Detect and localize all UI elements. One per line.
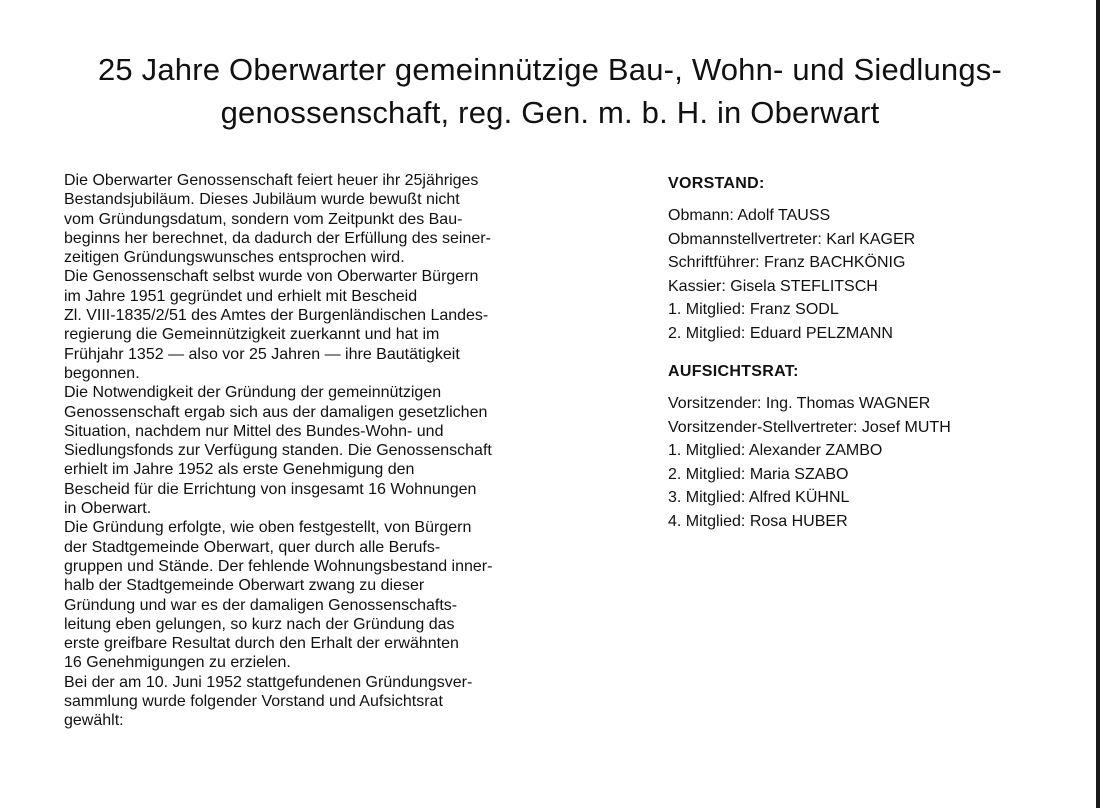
vorstand-member: 2. Mitglied: Eduard PELZMANN bbox=[668, 324, 893, 342]
vorstand-member: 1. Mitglied: Franz SODL bbox=[668, 301, 839, 318]
body-text-line: Die Oberwarter Genossenschaft feiert heuer ihr 25jähriges bbox=[64, 172, 479, 189]
body-text-line: Zl. VIII-1835/2/51 des Amtes der Burgenländischen Landes- bbox=[64, 307, 489, 325]
body-text-line: vom Gründungsdatum, sondern vom Zeitpunkt des Bau- bbox=[64, 210, 463, 228]
body-text-line: Gründung und war es der damaligen Genossenschafts- bbox=[64, 596, 458, 614]
body-text-line: sammlung wurde folgender Vorstand und Aufsichtsrat bbox=[64, 693, 443, 711]
aufsichtsrat-member: Vorsitzender: Ing. Thomas WAGNER bbox=[668, 395, 931, 412]
body-text-line: begonnen. bbox=[64, 364, 140, 382]
body-text-line: leitung eben gelungen, so kurz nach der Gründung das bbox=[64, 615, 455, 633]
body-text-line: Die Gründung erfolgte, wie oben festgestellt, von Bürgern bbox=[64, 519, 472, 537]
title-line-1: 25 Jahre Oberwarter gemeinnützige Bau-, Wohn- und Siedlungs- bbox=[97, 52, 1003, 87]
body-text-line: halb der Stadtgemeinde Oberwart zwang zu dieser bbox=[64, 577, 425, 595]
article-body bbox=[64, 171, 574, 731]
body-text-line: beginns her berechnet, da dadurch der Erfüllung des seiner- bbox=[64, 229, 491, 247]
page-title bbox=[0, 48, 1100, 134]
aufsichtsrat-heading: AUFSICHTSRAT: bbox=[668, 363, 799, 380]
body-text-line: regierung die Gemeinnützigkeit zuerkannt und hat im bbox=[64, 326, 440, 344]
aufsichtsrat-member: 2. Mitglied: Maria SZABO bbox=[668, 465, 849, 483]
body-text-line: Bestandsjubiläum. Dieses Jubiläum wurde bewußt nicht bbox=[64, 191, 460, 209]
body-text-line: Frühjahr 1352 — also vor 25 Jahren — ihre Bautätigkeit bbox=[64, 345, 460, 363]
board-lists bbox=[668, 174, 1068, 533]
vorstand-member: Obmann: Adolf TAUSS bbox=[668, 207, 831, 224]
body-text-line: in Oberwart. bbox=[64, 500, 152, 518]
aufsichtsrat-member: 1. Mitglied: Alexander ZAMBO bbox=[668, 442, 883, 459]
body-text-line: der Stadtgemeinde Oberwart, quer durch alle Berufs- bbox=[64, 538, 441, 556]
aufsichtsrat-member: 3. Mitglied: Alfred KÜHNL bbox=[668, 489, 850, 506]
body-text-line: Die Notwendigkeit der Gründung der gemeinnützigen bbox=[64, 384, 442, 402]
vorstand-member: Obmannstellvertreter: Karl KAGER bbox=[668, 230, 916, 248]
aufsichtsrat-member: 4. Mitglied: Rosa HUBER bbox=[668, 512, 848, 530]
body-text-line: Bescheid für die Errichtung von insgesamt 16 Wohnungen bbox=[64, 480, 477, 498]
vorstand-heading: VORSTAND: bbox=[668, 175, 765, 192]
body-text-line: Siedlungsfonds zur Verfügung standen. Die Genossenschaft bbox=[64, 442, 492, 460]
body-text-line: erste greifbare Resultat durch den Erhalt der erwähnten bbox=[64, 635, 459, 653]
body-text-line: zeitigen Gründungswunsches entsprochen wird. bbox=[64, 249, 405, 267]
vorstand-member: Kassier: Gisela STEFLITSCH bbox=[668, 277, 878, 295]
aufsichtsrat-section bbox=[668, 362, 1068, 533]
body-text-line: Situation, nachdem nur Mittel des Bundes-Wohn- und bbox=[64, 422, 444, 440]
title-line-2: genossenschaft, reg. Gen. m. b. H. in Oberwart bbox=[220, 95, 880, 130]
body-text-line: gewählt: bbox=[64, 712, 124, 730]
vorstand-list bbox=[668, 204, 1068, 345]
aufsichtsrat-list bbox=[668, 392, 1068, 533]
body-text-line: erhielt im Jahre 1952 als erste Genehmigung den bbox=[64, 461, 415, 479]
body-text-line: Bei der am 10. Juni 1952 stattgefundenen Gründungsver- bbox=[64, 673, 473, 691]
aufsichtsrat-member: Vorsitzender-Stellvertreter: Josef MUTH bbox=[668, 418, 951, 436]
body-text-line: im Jahre 1951 gegründet und erhielt mit Bescheid bbox=[64, 287, 418, 305]
body-text-line: Genossenschaft ergab sich aus der damaligen gesetzlichen bbox=[64, 403, 488, 421]
body-text-line: Die Genossenschaft selbst wurde von Oberwarter Bürgern bbox=[64, 268, 479, 286]
body-text-line: gruppen und Stände. Der fehlende Wohnungsbestand inner- bbox=[64, 557, 493, 575]
body-text-line: 16 Genehmigungen zu erzielen. bbox=[64, 654, 291, 672]
vorstand-member: Schriftführer: Franz BACHKÖNIG bbox=[668, 254, 906, 271]
vorstand-section bbox=[668, 174, 1068, 345]
